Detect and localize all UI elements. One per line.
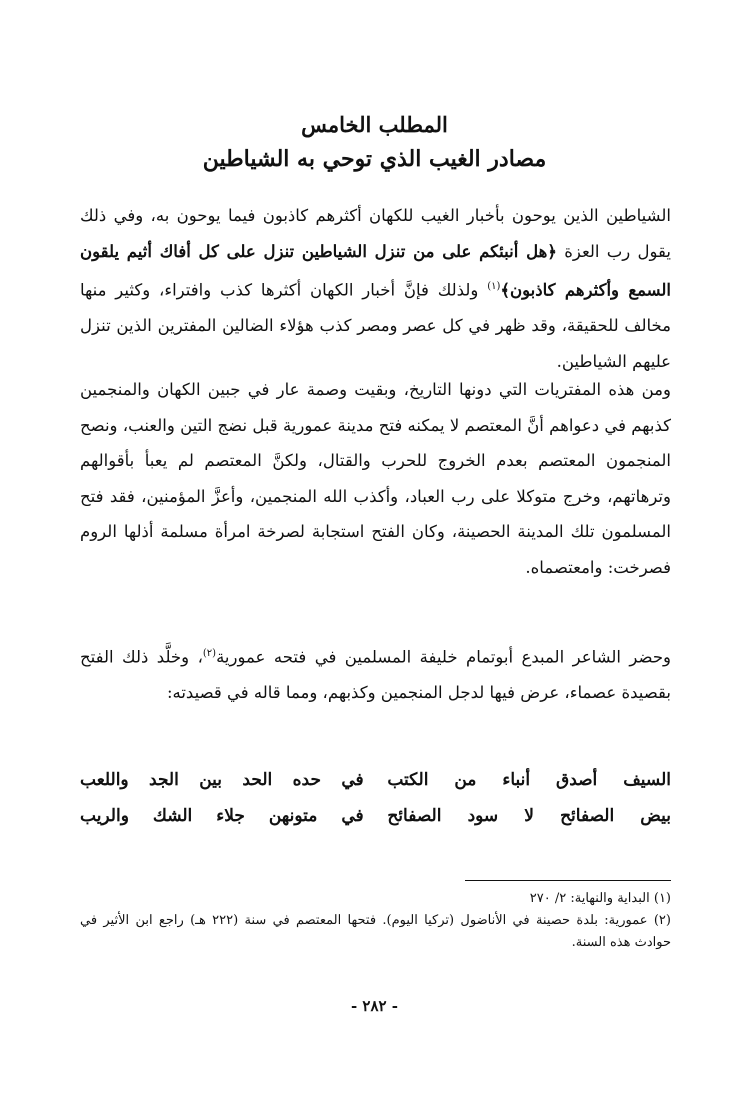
footnotes xyxy=(80,888,671,954)
verse-1-first-hemistich: السيف أصدق أنباء من الكتب xyxy=(387,770,671,790)
footnote-2: (٢) عمورية: بلدة حصينة في الأناضول (تركيا اليوم). فتحها المعتصم في سنة (٢٢٢ هـ) راجع ابن الأثير في حوادث هذه السنة. xyxy=(80,913,671,950)
paragraph-2-text: ومن هذه المفتريات التي دونها التاريخ، وبقيت وصمة عار في جبين الكهان والمنجمين كذبهم في دعواهم أنَّ المعتصم لا يمكنه فتح مدينة عمورية قبل نضج التين والعنب، ونصح المنجمون المعتصم بعدم الخروج للحرب والقتال، ولكنَّ المعتصم لم يعبأ بأقوالهم وترهاتهم، وخرج متوكلا على رب العباد، وأكذب الله المنجمين، وأعزَّ المؤمنين، فقد فتح المسلمون تلك المدينة الحصينة، وكان الفتح استجابة لصرخة امرأة مسلمة أذلها الروم فصرخت: وامعتصماه. xyxy=(80,380,671,577)
paragraph-1-text-after: ولذلك فإنَّ أخبار الكهان أكثرها كذب وافتراء، وكثير منها مخالف للحقيقة، وقد ظهر في كل عصر ومصر كذب هؤلاء الضالين المفترين الذين تنزل عليهم الشياطين. xyxy=(80,280,671,371)
section-title: المطلب الخامس xyxy=(301,112,448,137)
footnote-ref-2: (٢) xyxy=(202,648,217,659)
poem-verse xyxy=(80,762,671,798)
verse-2-first-hemistich: بيض الصفائح لا سود الصفائح xyxy=(387,806,671,826)
poem-verse xyxy=(80,798,671,834)
paragraph-3-text-after: ، وخلَّد ذلك الفتح بقصيدة عصماء، عرض فيها لدجل المنجمين وكذبهم، ومما قاله في قصيدته: xyxy=(80,647,671,702)
footnote-ref-1: (١) xyxy=(487,281,501,292)
footnote-divider xyxy=(465,880,671,881)
paragraph-2 xyxy=(80,372,671,585)
page-number: - ٢٨٢ - xyxy=(350,997,399,1015)
paragraph-1 xyxy=(80,198,671,379)
section-subtitle: مصادر الغيب الذي توحي به الشياطين xyxy=(202,146,547,172)
paragraph-1-text-before: الشياطين الذين يوحون بأخبار الغيب للكهان أكثرهم كاذبون فيما يوحون به، وفي ذلك يقول رب العزة xyxy=(80,206,671,261)
footnote-1: (١) البداية والنهاية: ٢/ ٢٧٠ xyxy=(529,891,671,906)
poem xyxy=(80,762,671,834)
verse-2-second-hemistich: في متونهن جلاء الشك والريب xyxy=(80,806,364,826)
verse-1-second-hemistich: في حده الحد بين الجد واللعب xyxy=(80,770,364,790)
paragraph-3 xyxy=(80,636,671,711)
quran-verse: ﴿هل أنبئكم على من تنزل الشياطين تنزل على كل أفاك أثيم يلقون السمع وأكثرهم كاذبون﴾ xyxy=(80,241,671,300)
paragraph-3-text-before: وحضر الشاعر المبدع أبوتمام خليفة المسلمين في فتحه عمورية xyxy=(216,647,671,667)
